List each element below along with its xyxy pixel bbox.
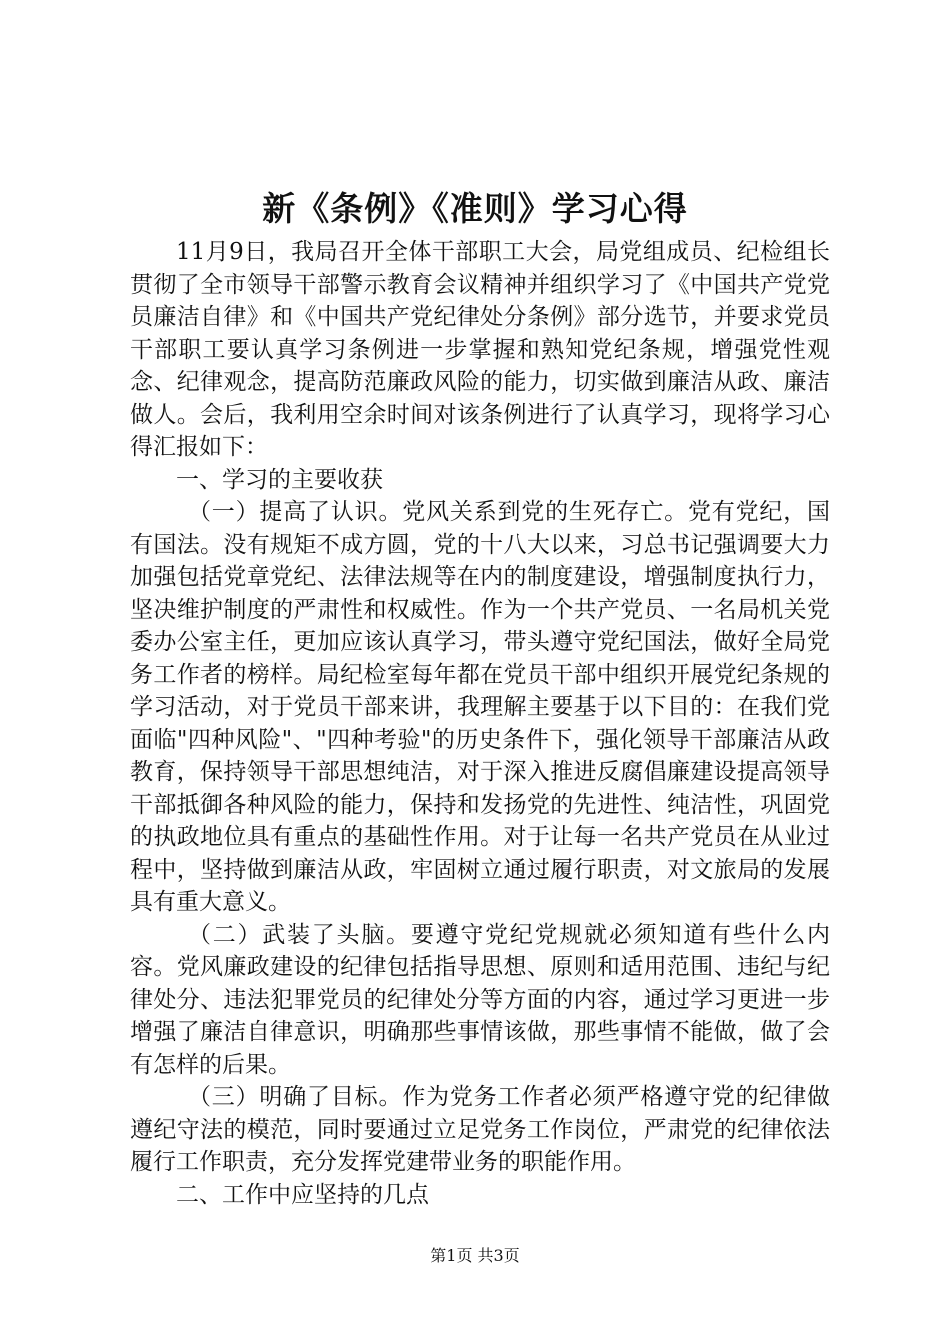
paragraph-point-3: （三）明确了目标。作为党务工作者必须严格遵守党的纪律做遵纪守法的模范，同时要通过立足党务工作岗位，严肃党的纪律依法履行工作职责，充分发挥党建带业务的职能作用。 [130, 1084, 830, 1175]
paragraph-point-1: （一）提高了认识。党风关系到党的生死存亡。党有党纪，国有国法。没有规矩不成方圆，党的十八大以来，习总书记强调要大力加强包括党章党纪、法律法规等在内的制度建设，增强制度执行力，坚决维护制度的严肃性和权威性。作为一个共产党员、一名局机关党委办公室主任，更加应该认真学习，带头遵守党纪国法，做好全局党务工作者的榜样。局纪检室每年都在党员干部中组织开展党纪条规的学习活动，对于党员干部来讲，我理解主要基于以下目的：在我们党面临"四种风险"、"四种考验"的历史条件下，强化领导干部廉洁从政教育，保持领导干部思想纯洁，对于深入推进反腐倡廉建设提高领导干部抵御各种风险的能力，保持和发扬党的先进性、纯洁性，巩固党的执政地位具有重点的基础性作用。对于让每一名共产党员在从业过程中，坚持做到廉洁从政，牢固树立通过履行职责，对文旅局的发展具有重大意义。 [130, 499, 830, 915]
page-footer: 第1页 共3页 [430, 1246, 520, 1265]
section-heading-1: 一、学习的主要收获 [176, 466, 383, 493]
document-body [130, 236, 830, 1211]
document-title: 新《条例》《准则》学习心得 [262, 189, 688, 228]
paragraph-point-2: （二）武装了头脑。要遵守党纪党规就必须知道有些什么内容。党风廉政建设的纪律包括指导思想、原则和适用范围、违纪与纪律处分、违法犯罪党员的纪律处分等方面的内容，通过学习更进一步增强了廉洁自律意识，明确那些事情该做，那些事情不能做，做了会有怎样的后果。 [130, 921, 830, 1078]
paragraph-intro: 11月9日，我局召开全体干部职工大会，局党组成员、纪检组长贯彻了全市领导干部警示教育会议精神并组织学习了《中国共产党党员廉洁自律》和《中国共产党纪律处分条例》部分选节，并要求党员干部职工要认真学习条例进一步掌握和熟知党纪条规，增强党性观念、纪律观念，提高防范廉政风险的能力，切实做到廉洁从政、廉洁做人。会后，我利用空余时间对该条例进行了认真学习，现将学习心得汇报如下： [130, 239, 830, 460]
section-heading-2: 二、工作中应坚持的几点 [176, 1181, 429, 1208]
